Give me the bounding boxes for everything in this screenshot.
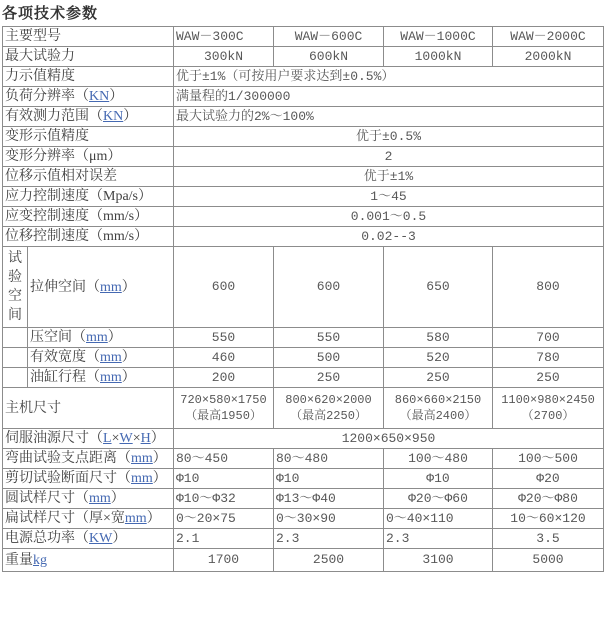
cell-stroke-2: 250 <box>274 368 384 388</box>
cell-bend-2: 80～480 <box>274 449 384 469</box>
row-label <box>3 529 174 549</box>
page-title: 各项技术参数 <box>2 5 99 22</box>
cell-shear-3: Φ10 <box>384 469 493 489</box>
cell-force-range: 最大试验力的2%～100% <box>174 107 604 127</box>
row-label <box>28 348 174 368</box>
cell-displacement-rate: 0.02--3 <box>174 227 604 247</box>
cell-width-1: 460 <box>174 348 274 368</box>
cell-stroke-4: 250 <box>493 368 604 388</box>
cell-servo-size: 1200×650×950 <box>174 429 604 449</box>
label-text: 伺服油源尺寸（ <box>5 431 103 446</box>
cell-stress-rate: 1～45 <box>174 187 604 207</box>
row-weight <box>3 549 604 572</box>
row-label <box>3 429 174 449</box>
label-text: ） <box>150 431 165 446</box>
cell-bend-1: 80～450 <box>174 449 274 469</box>
label-text: 有效宽度（ <box>30 350 100 365</box>
row-label: 主要型号 <box>3 27 174 47</box>
label-text: 油缸行程（ <box>30 370 100 385</box>
mm-link[interactable]: mm <box>100 279 122 295</box>
cell-strain-rate: 0.001～0.5 <box>174 207 604 227</box>
row-label: 力示值精度 <box>3 67 174 87</box>
row-label: 变形分辨率（μm） <box>3 147 174 167</box>
row-label <box>28 328 174 348</box>
row-label: 位移控制速度（mm/s） <box>3 227 174 247</box>
cell-model-1000c: WAW－1000C <box>384 27 493 47</box>
row-stress-rate <box>3 187 604 207</box>
row-bend-span <box>3 449 604 469</box>
l-link[interactable]: L <box>103 431 112 446</box>
cell-deform-resolution: 2 <box>174 147 604 167</box>
cell-compression-1: 550 <box>174 328 274 348</box>
cell-round-2: Φ13～Φ40 <box>274 489 384 509</box>
cell-weight-3: 3100 <box>384 549 493 572</box>
cell-power-3: 2.3 <box>384 529 493 549</box>
row-compression-space <box>3 328 604 348</box>
size-line1: 720×580×1750 <box>180 393 267 407</box>
label-text: ） <box>121 370 136 385</box>
size-line2: （最高2250） <box>290 409 367 423</box>
cell-deform-accuracy: 优于±0.5% <box>174 127 604 147</box>
row-label <box>3 469 174 489</box>
row-label: 应变控制速度（mm/s） <box>3 207 174 227</box>
label-text: 电源总功率（ <box>5 531 89 546</box>
mm-link[interactable]: mm <box>100 370 122 385</box>
row-label <box>3 509 174 529</box>
cell-stroke-3: 250 <box>384 368 493 388</box>
mm-link[interactable]: mm <box>131 471 153 486</box>
label-text: ） <box>121 350 136 365</box>
row-machine-size <box>3 388 604 429</box>
size-line2: （最高1950） <box>185 409 262 423</box>
cell-weight-4: 5000 <box>493 549 604 572</box>
row-label: 应力控制速度（Mpa/s） <box>3 187 174 207</box>
cell-model-2000c: WAW－2000C <box>493 27 604 47</box>
cell-displacement-error: 优于±1% <box>174 167 604 187</box>
cell-tension-4: 800 <box>493 247 604 328</box>
cell-shear-2: Φ10 <box>274 469 384 489</box>
row-label <box>3 107 174 127</box>
row-models <box>3 27 604 47</box>
mm-link[interactable]: mm <box>89 491 111 506</box>
label-text: 拉伸空间（ <box>30 279 100 295</box>
kw-link[interactable]: KW <box>89 531 113 546</box>
row-label <box>3 87 174 107</box>
cell-bend-3: 100～480 <box>384 449 493 469</box>
label-text: × <box>132 431 141 446</box>
cell-flat-3: 0～40×110 <box>384 509 493 529</box>
row-servo-size <box>3 429 604 449</box>
row-tension-space <box>3 247 604 328</box>
cell-force-3: 1000kN <box>384 47 493 67</box>
row-label <box>28 368 174 388</box>
row-label: 变形示值精度 <box>3 127 174 147</box>
cell-flat-2: 0～30×90 <box>274 509 384 529</box>
cell-power-2: 2.3 <box>274 529 384 549</box>
cell-stroke-1: 200 <box>174 368 274 388</box>
cell-round-1: Φ10～Φ32 <box>174 489 274 509</box>
cell-bend-4: 100～500 <box>493 449 604 469</box>
size-line2: （2700） <box>521 409 575 423</box>
label-text: ） <box>146 511 161 526</box>
kn-link[interactable]: KN <box>89 89 110 104</box>
w-link[interactable]: W <box>119 431 133 446</box>
row-displacement-rate <box>3 227 604 247</box>
row-force-range <box>3 107 604 127</box>
label-text: × <box>111 431 120 446</box>
cell-flat-4: 10～60×120 <box>493 509 604 529</box>
row-cylinder-stroke <box>3 368 604 388</box>
cell-force-1: 300kN <box>174 47 274 67</box>
size-line1: 860×660×2150 <box>394 393 482 407</box>
cell-load-resolution: 满量程的1/300000 <box>174 87 604 107</box>
cell-power-1: 2.1 <box>174 529 274 549</box>
cell-compression-4: 700 <box>493 328 604 348</box>
row-total-power <box>3 529 604 549</box>
row-deform-resolution <box>3 147 604 167</box>
size-line2: （最高2400） <box>399 409 477 423</box>
label-text: ） <box>123 109 138 124</box>
label-text: 重量 <box>5 552 33 568</box>
cell-weight-1: 1700 <box>174 549 274 572</box>
label-text: 有效测力范围（ <box>5 109 103 124</box>
cell-force-2: 600kN <box>274 47 384 67</box>
label-text: ） <box>121 279 136 295</box>
row-effective-width <box>3 348 604 368</box>
cell-model-600c: WAW－600C <box>274 27 384 47</box>
cell-width-3: 520 <box>384 348 493 368</box>
label-text: ） <box>152 471 167 486</box>
test-space-group-spacer <box>3 348 28 368</box>
cell-shear-1: Φ10 <box>174 469 274 489</box>
test-space-group-spacer <box>3 368 28 388</box>
cell-width-4: 780 <box>493 348 604 368</box>
label-text: ） <box>109 89 124 104</box>
row-max-force <box>3 47 604 67</box>
label-text: ） <box>112 531 127 546</box>
label-text: 弯曲试验支点距离（ <box>5 451 131 466</box>
size-line1: 800×620×2000 <box>285 393 372 407</box>
cell-size-2 <box>274 388 384 429</box>
cell-shear-4: Φ20 <box>493 469 604 489</box>
cell-compression-2: 550 <box>274 328 384 348</box>
cell-size-3 <box>384 388 493 429</box>
row-label: 主机尺寸 <box>3 388 174 429</box>
mm-link[interactable]: mm <box>124 511 147 526</box>
row-round-specimen <box>3 489 604 509</box>
label-text: 扁试样尺寸（厚×宽 <box>5 511 125 526</box>
row-strain-rate <box>3 207 604 227</box>
label-text: ） <box>152 451 167 466</box>
row-load-resolution <box>3 87 604 107</box>
cell-width-2: 500 <box>274 348 384 368</box>
label-text: ） <box>110 491 125 506</box>
cell-power-4: 3.5 <box>493 529 604 549</box>
cell-round-4: Φ20～Φ80 <box>493 489 604 509</box>
cell-compression-3: 580 <box>384 328 493 348</box>
row-force-accuracy <box>3 67 604 87</box>
row-label: 位移示值相对误差 <box>3 167 174 187</box>
row-shear-size <box>3 469 604 489</box>
cell-force-4: 2000kN <box>493 47 604 67</box>
cell-tension-2: 600 <box>274 247 384 328</box>
kn-link[interactable]: KN <box>103 109 124 124</box>
kg-link[interactable]: kg <box>33 552 47 568</box>
cell-weight-2: 2500 <box>274 549 384 572</box>
row-label <box>3 449 174 469</box>
label-text: 负荷分辨率（ <box>5 89 89 104</box>
label-text: ） <box>107 330 122 345</box>
row-deform-accuracy <box>3 127 604 147</box>
test-space-group-label: 试验空间 <box>3 247 28 328</box>
row-displacement-error <box>3 167 604 187</box>
row-label <box>3 549 174 572</box>
mm-link[interactable]: mm <box>86 330 108 345</box>
row-label <box>3 489 174 509</box>
cell-tension-3: 650 <box>384 247 493 328</box>
row-flat-specimen <box>3 509 604 529</box>
label-text: 圆试样尺寸（ <box>5 491 89 506</box>
cell-round-3: Φ20～Φ60 <box>384 489 493 509</box>
cell-size-1 <box>174 388 274 429</box>
mm-link[interactable]: mm <box>131 451 153 466</box>
cell-force-accuracy: 优于±1%（可按用户要求达到±0.5%） <box>174 67 604 87</box>
test-space-group-spacer <box>3 328 28 348</box>
cell-tension-1: 600 <box>174 247 274 328</box>
label-text: 剪切试验断面尺寸（ <box>5 471 131 486</box>
row-label: 最大试验力 <box>3 47 174 67</box>
label-text: 压空间（ <box>30 330 86 345</box>
cell-model-300c: WAW－300C <box>174 27 274 47</box>
spec-table <box>2 26 604 572</box>
cell-size-4 <box>493 388 604 429</box>
row-label <box>28 247 174 328</box>
mm-link[interactable]: mm <box>100 350 122 365</box>
size-line1: 1100×980×2450 <box>501 393 595 407</box>
cell-flat-1: 0～20×75 <box>174 509 274 529</box>
h-link[interactable]: H <box>140 431 151 446</box>
